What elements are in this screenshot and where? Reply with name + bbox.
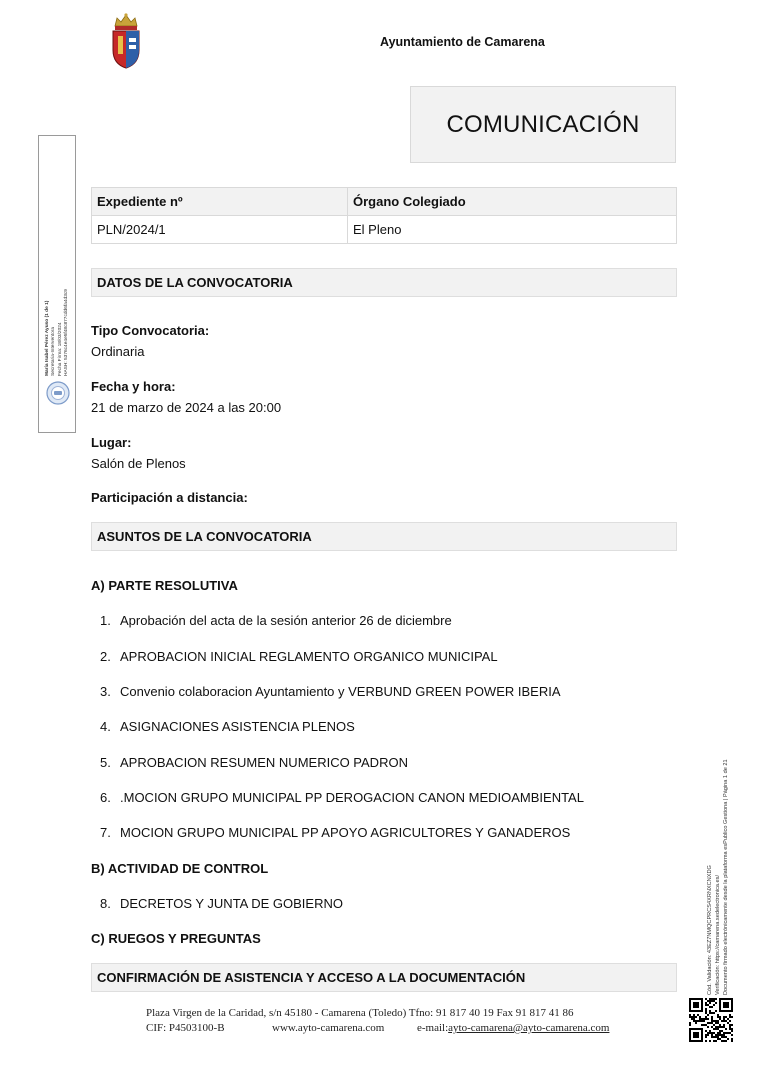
table-header-row xyxy=(92,188,677,216)
list-item xyxy=(100,755,408,770)
expediente-table xyxy=(91,187,677,244)
footer-address: Plaza Virgen de la Caridad, s/n 45180 - Camarena (Toledo) Tfno: 91 817 40 19 Fax 91 817 41 86 xyxy=(146,1007,574,1019)
item-number: 6. xyxy=(100,790,111,805)
item-text: APROBACION RESUMEN NUMERICO PADRON xyxy=(120,755,408,770)
list-item xyxy=(100,649,498,664)
list-item xyxy=(100,613,452,628)
verification-url[interactable]: Verificación: https://camarena.sedelectronica.es/ xyxy=(714,874,721,995)
signed-document-note: Documento firmado electrónicamente desde la plataforma esPublico Gestiona | Página 1 de 21 xyxy=(723,759,730,995)
list-item xyxy=(100,719,355,734)
expediente-value: PLN/2024/1 xyxy=(92,216,348,244)
item-text: .MOCION GRUPO MUNICIPAL PP DEROGACION CANON MEDIOAMBIENTAL xyxy=(120,790,584,805)
list-item xyxy=(100,790,584,805)
page-footer xyxy=(146,1006,609,1036)
item-text: DECRETOS Y JUNTA DE GOBIERNO xyxy=(120,896,343,911)
item-text: Convenio colaboracion Ayuntamiento y VERBUND GREEN POWER IBERIA xyxy=(120,684,561,699)
organo-value: El Pleno xyxy=(348,216,677,244)
municipal-coat-of-arms-icon xyxy=(108,12,144,70)
tipo-convocatoria-value: Ordinaria xyxy=(91,344,145,359)
expediente-header: Expediente nº xyxy=(92,188,348,216)
tipo-convocatoria-label: Tipo Convocatoria: xyxy=(91,323,210,338)
organo-header: Órgano Colegiado xyxy=(348,188,677,216)
signature-stamp xyxy=(38,135,76,433)
item-number: 3. xyxy=(100,684,111,699)
council-name: Ayuntamiento de Camarena xyxy=(380,35,545,49)
footer-email-label: e-mail: xyxy=(417,1022,449,1034)
qr-code-icon xyxy=(689,998,733,1042)
item-text: APROBACION INICIAL REGLAMENTO ORGANICO MUNICIPAL xyxy=(120,649,498,664)
item-number: 7. xyxy=(100,825,111,840)
item-text: ASIGNACIONES ASISTENCIA PLENOS xyxy=(120,719,355,734)
fecha-hora-label: Fecha y hora: xyxy=(91,379,176,394)
item-number: 2. xyxy=(100,649,111,664)
item-number: 5. xyxy=(100,755,111,770)
footer-website[interactable]: www.ayto-camarena.com xyxy=(272,1022,385,1034)
item-text: MOCION GRUPO MUNICIPAL PP APOYO AGRICULTORES Y GANADEROS xyxy=(120,825,571,840)
list-item xyxy=(100,684,561,699)
document-type-title: COMUNICACIÓN xyxy=(446,110,640,138)
item-text: Aprobación del acta de la sesión anterior 26 de diciembre xyxy=(120,613,452,628)
item-number: 4. xyxy=(100,719,111,734)
verification-text xyxy=(706,665,730,995)
signature-hash: HASH: 5376c4e4e5f48c877cdd6fa4d3c9 xyxy=(64,289,70,376)
list-item xyxy=(100,896,343,911)
section-datos-convocatoria: DATOS DE LA CONVOCATORIA xyxy=(91,268,677,297)
participacion-label: Participación a distancia: xyxy=(91,490,248,505)
fecha-hora-value: 21 de marzo de 2024 a las 20:00 xyxy=(91,400,282,415)
section-asuntos-convocatoria: ASUNTOS DE LA CONVOCATORIA xyxy=(91,522,677,551)
seal-icon xyxy=(45,380,71,406)
footer-email-link[interactable]: ayto-camarena@ayto-camarena.com xyxy=(448,1022,610,1034)
lugar-value: Salón de Plenos xyxy=(91,456,186,471)
footer-cif: CIF: P4503100-B xyxy=(146,1022,225,1034)
signer-role: Secretaria-Interventora xyxy=(51,326,57,376)
item-number: 8. xyxy=(100,896,111,911)
table-row xyxy=(92,216,677,244)
lugar-label: Lugar: xyxy=(91,435,132,450)
footer-contact-row xyxy=(146,1021,609,1036)
item-number: 1. xyxy=(100,613,111,628)
section-confirmacion-asistencia: CONFIRMACIÓN DE ASISTENCIA Y ACCESO A LA DOCUMENTACIÓN xyxy=(91,963,677,992)
signature-text xyxy=(45,136,71,376)
parte-resolutiva-title: A) PARTE RESOLUTIVA xyxy=(91,578,238,593)
signature-date: Fecha Firma: 18/03/2024 xyxy=(58,322,63,376)
list-item xyxy=(100,825,570,840)
document-type-box xyxy=(410,86,676,163)
signer-name: María Isabel Pérez Ayuso (1 de 1) xyxy=(45,300,51,376)
ruegos-preguntas-title: C) RUEGOS Y PREGUNTAS xyxy=(91,931,261,946)
actividad-control-title: B) ACTIVIDAD DE CONTROL xyxy=(91,861,269,876)
validation-code: Cód. Validación: 43EZ7NMQCPRCS4XRNXCNXDG xyxy=(706,865,713,995)
